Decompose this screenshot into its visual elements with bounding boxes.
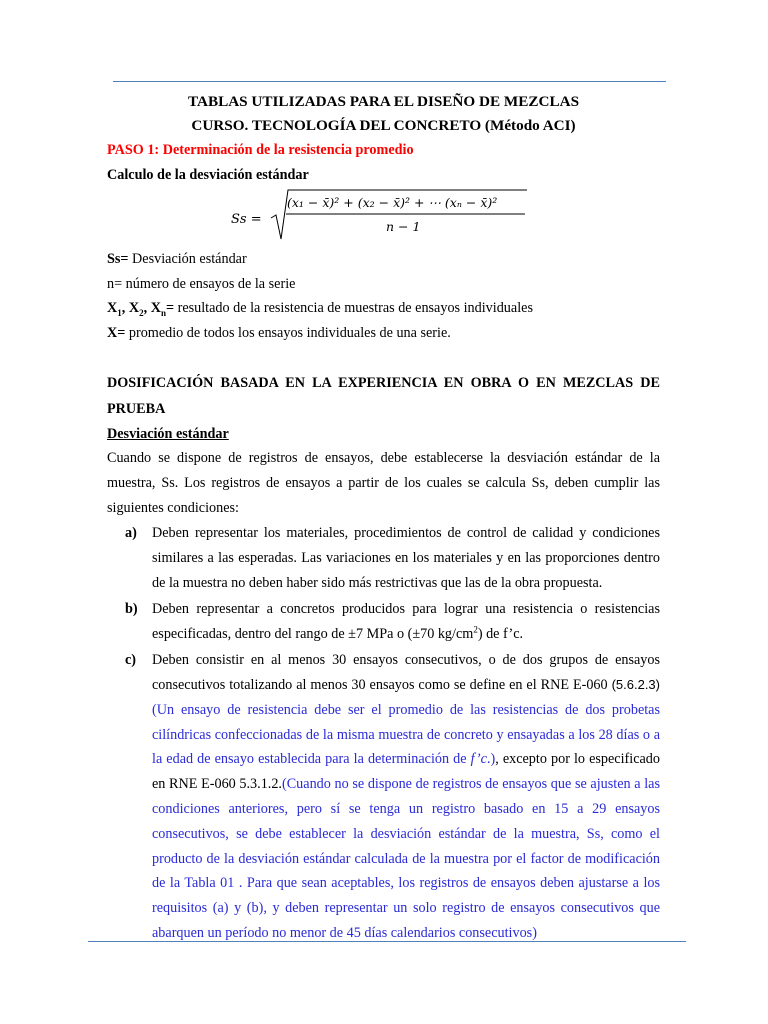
list-item-c (107, 648, 660, 946)
document-title: TABLAS UTILIZADAS PARA EL DISEÑO DE MEZCLAS (187, 93, 580, 110)
section-subheading-text: Desviación estándar (107, 425, 229, 442)
def-xbar-text: promedio de todos los ensayos individuales de una serie. (125, 324, 451, 341)
item-a-text: Deben representar los materiales, procedimientos de control de calidad y condiciones similares a las esperadas. Las variaciones en los materiales y en las proporciones dentro de la muestra no deben haber sido más restrictivas que las de la obra propuesta. (152, 525, 660, 592)
step1-label: PASO 1: Determinación de la resistencia promedio (107, 142, 414, 158)
course-title: CURSO. TECNOLOGÍA DEL CONCRETO (Método ACI) (191, 117, 576, 134)
item-b-text2: ) de f’c. (477, 626, 524, 643)
spacer (107, 346, 660, 370)
def-xn-sub: n (160, 308, 166, 319)
def-ss (107, 247, 660, 272)
std-dev-formula (107, 187, 660, 245)
step1-subtitle: Calculo de la desviación estándar (107, 166, 309, 183)
section-intro: Cuando se dispone de registros de ensayos, debe establecerse la desviación estándar de la muestra, Ss. Los registros de ensayos a partir de los cuales se calcula Ss, deben cumplir las siguientes condiciones: (107, 450, 660, 517)
item-c-ref: (5.6.2.3) (611, 676, 660, 692)
item-c-text1: Deben consistir en al menos 30 ensayos consecutivos, o de dos grupos de ensayos consecutivos totalizando al menos 30 ensayos como se define en el RNE E-060 (152, 652, 660, 693)
def-xbar-term: X= (107, 324, 126, 341)
section-title: DOSIFICACIÓN BASADA EN LA EXPERIENCIA EN OBRA O EN MEZCLAS DE PRUEBA (107, 374, 660, 417)
item-b-sup: 2 (473, 624, 478, 635)
conditions-list (107, 521, 660, 946)
def-x-eq: = (165, 300, 175, 317)
list-item-a (107, 521, 660, 596)
item-c-marker: c) (125, 652, 137, 669)
formula-denominator: n − 1 (386, 219, 421, 235)
def-n: n= número de ensayos de la serie (107, 275, 296, 292)
def-xbar (107, 321, 660, 346)
def-x1-sub: 1 (117, 308, 122, 319)
def-sep2: , (143, 300, 151, 317)
def-x1: X (107, 300, 118, 317)
item-c-text2: , excepto por lo especificado en RNE E-060 5.3.1.2. (152, 751, 660, 793)
item-c-blue1: (Un ensayo de resistencia debe ser el promedio de las resistencias de dos probetas cilíndricas confeccionadas de la misma muestra de concreto y ensayadas a los 28 días o a la edad de ensayo establecida para la determinación de (152, 701, 660, 768)
top-rule (113, 81, 666, 82)
formula-numerator: (x₁ − x̄)² + (x₂ − x̄)² + ⋯ (xₙ − x̄)² (287, 195, 498, 211)
def-x2-sub: 2 (139, 308, 144, 319)
list-item-b (107, 597, 660, 647)
item-a-marker: a) (125, 525, 137, 542)
def-x-text: resultado de la resistencia de muestras de ensayos individuales (174, 300, 533, 317)
def-ss-text: Desviación estándar (128, 251, 247, 268)
section-subheading (107, 422, 660, 447)
document-page (107, 86, 660, 947)
def-x2: X (128, 300, 140, 317)
item-c-fc: f’c (470, 751, 487, 768)
item-b-marker: b) (125, 601, 138, 618)
def-sep1: , (121, 300, 129, 317)
item-b-text1: Deben representar a concretos producidos para lograr una resistencia o resistencias especificadas, dentro del rango de ±7 MPa o (±70 kg/cm (152, 601, 660, 643)
def-xn: X (150, 300, 161, 317)
bottom-rule (88, 941, 686, 942)
item-c-blue1-end: .) (486, 751, 496, 768)
def-x (107, 296, 660, 321)
item-c-blue2: (Cuando no se dispone de registros de ensayos que se ajusten a las condiciones anteriores, pero sí se tenga un registro basado en 15 a 29 ensayos consecutivos, se debe establecer la desviación estándar de la muestra, Ss, como el producto de la desviación estándar calculada de la muestra por el factor de modificación de la Tabla 01 . Para que sean aceptables, los registros de ensayos deben ajustarse a los requisitos (a) y (b), y deben representar un solo registro de ensayos consecutivos que abarquen un período no menor de 45 días calendarios consecutivos) (152, 776, 660, 941)
formula-lhs: Ss = (231, 212, 262, 228)
def-ss-term: Ss= (107, 251, 129, 268)
